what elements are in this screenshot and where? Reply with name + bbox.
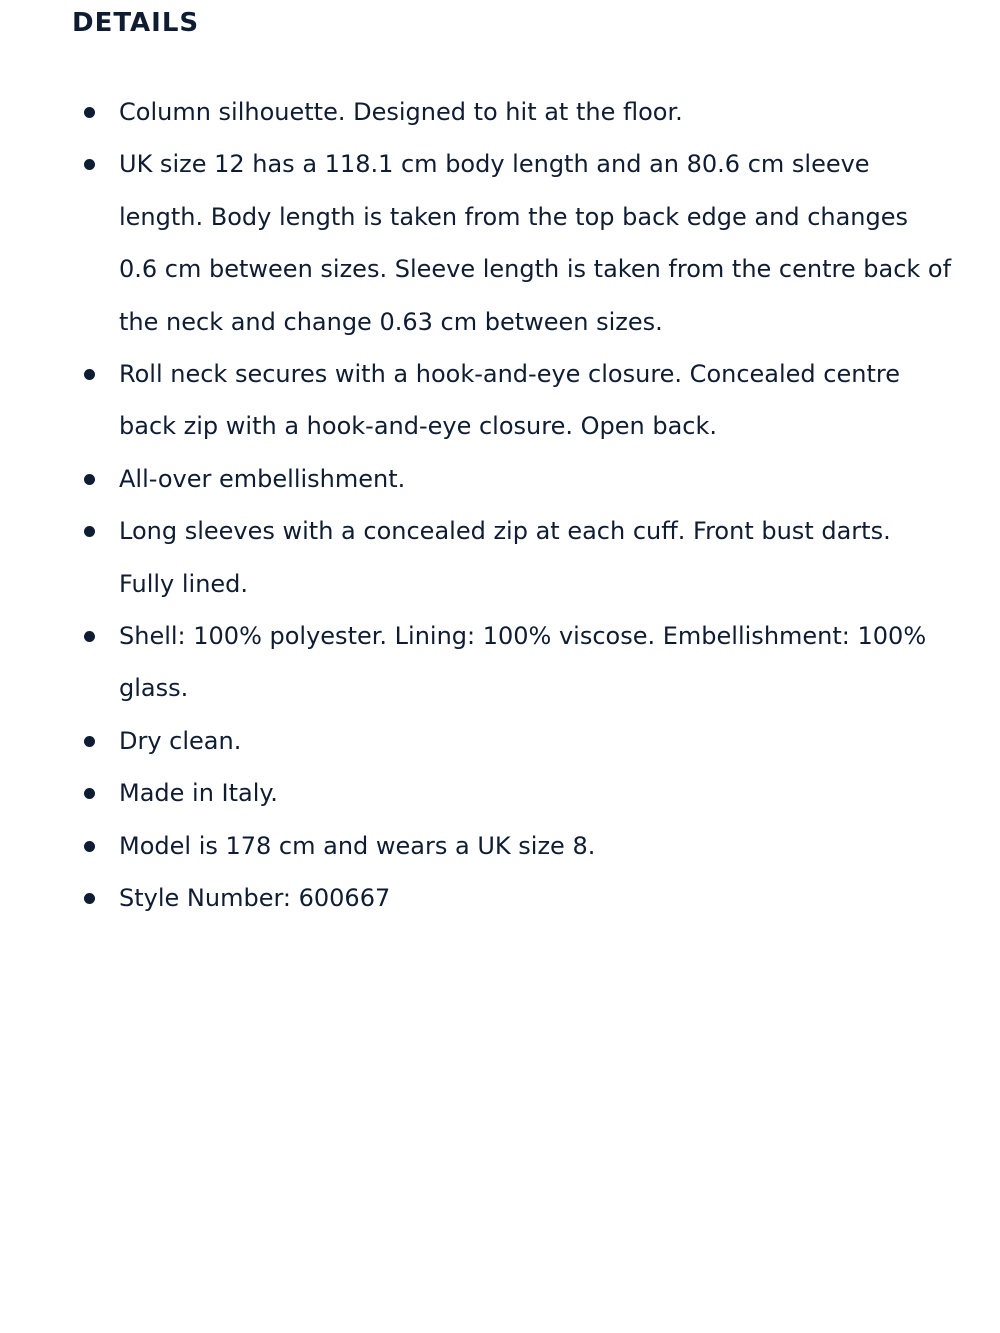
list-item bbox=[72, 453, 952, 505]
bullet-icon bbox=[84, 893, 95, 904]
bullet-icon bbox=[84, 736, 95, 747]
list-item bbox=[72, 872, 952, 924]
bullet-icon bbox=[84, 841, 95, 852]
list-item-text: UK size 12 has a 118.1 cm body length and an 80.6 cm sleeve length. Body length is taken from the top back edge and changes 0.6 cm between sizes. Sleeve length is taken from the centre back of the neck and change 0.63 cm between sizes. bbox=[119, 150, 952, 336]
bullet-icon bbox=[84, 369, 95, 380]
list-item-text: Dry clean. bbox=[119, 726, 242, 755]
list-item-text: Style Number: 600667 bbox=[119, 884, 391, 913]
list-item-text: Column silhouette. Designed to hit at the floor. bbox=[119, 98, 683, 126]
bullet-icon bbox=[84, 526, 95, 537]
details-heading: DETAILS bbox=[72, 8, 200, 38]
bullet-icon bbox=[84, 474, 95, 485]
list-item-text: Made in Italy. bbox=[119, 779, 278, 808]
list-item bbox=[72, 348, 952, 453]
list-item-text: Shell: 100% polyester. Lining: 100% viscose. Embellishment: 100% glass. bbox=[119, 622, 927, 703]
list-item bbox=[72, 86, 952, 138]
list-item bbox=[72, 767, 952, 819]
list-item-text: All-over embellishment. bbox=[119, 464, 406, 493]
list-item-text: Model is 178 cm and wears a UK size 8. bbox=[119, 831, 596, 860]
details-section bbox=[72, 0, 952, 925]
list-item bbox=[72, 505, 952, 610]
bullet-icon bbox=[84, 631, 95, 642]
list-item bbox=[72, 610, 952, 715]
list-item-text: Long sleeves with a concealed zip at each cuff. Front bust darts. Fully lined. bbox=[119, 517, 891, 598]
bullet-icon bbox=[84, 107, 95, 118]
list-item-text: Roll neck secures with a hook-and-eye closure. Concealed centre back zip with a hook-and-eye closure. Open back. bbox=[119, 360, 900, 441]
details-list bbox=[72, 86, 952, 925]
bullet-icon bbox=[84, 788, 95, 799]
bullet-icon bbox=[84, 159, 95, 170]
list-item bbox=[72, 715, 952, 767]
list-item bbox=[72, 820, 952, 872]
list-item bbox=[72, 138, 952, 348]
